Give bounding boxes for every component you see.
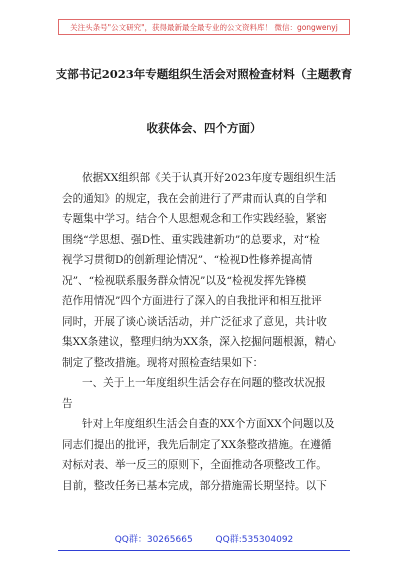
body-line: 同志们提出的批评，我先后制定了XX条整改措施。在遵循 xyxy=(62,438,332,451)
section-heading-cont: 告 xyxy=(62,397,73,410)
body-line: 依据XX组织部《关于认真开好2023年度专题组织生活 xyxy=(82,172,336,184)
body-line: 专题集中学习。结合个人思想观念和工作实践经验，紧密 xyxy=(62,213,327,225)
document-title-line-1: 支部书记2023年专题组织生活会对照检查材料（主题教育 xyxy=(55,67,353,81)
body-line: 对标对表、举一反三的原则下，全面推动各项整改工作。 xyxy=(62,459,327,471)
body-line: 同时，开展了谈心谈话活动，并广泛征求了意见，共计收 xyxy=(62,315,327,328)
document-body xyxy=(62,168,352,496)
footer-rule xyxy=(58,550,350,551)
header-banner: 关注头条号"公文研究"，获得最新最全最专业的公文资料库！ 微信：gongwenyj xyxy=(58,19,350,35)
body-line: 集XX条建议，整理归纳为XX条，深入挖掘问题根源，精心 xyxy=(62,336,336,348)
body-line: 制定了整改措施。现将对照检查结果如下： xyxy=(62,356,264,369)
body-line: 目前，整改任务已基本完成，部分措施需长期坚持。以下 xyxy=(62,479,327,492)
body-line: 针对上年度组织生活会自查的XX个方面XX个问题以及 xyxy=(82,418,335,430)
body-line: 会的通知》的规定，我在会前进行了严肃而认真的自学和 xyxy=(62,192,327,205)
body-line: 况”、“检视联系服务群众情况”以及“检视发挥先锋模 xyxy=(62,274,307,287)
footer-qq-1: QQ群：30265665 xyxy=(114,535,193,545)
section-heading: 一、关于上一年度组织生活会存在问题的整改状况报 xyxy=(82,377,326,389)
document-title-line-2: 收获体会、四个方面） xyxy=(146,121,262,135)
body-line: 视学习贯彻D的创新理论情况”、“检视D性修养提高情 xyxy=(62,254,313,266)
body-line: 范作用情况”四个方面进行了深入的自我批评和相互批评 xyxy=(62,295,322,307)
footer-qq-2: QQ群:535304092 xyxy=(215,535,294,545)
body-line: 围绕“学思想、强D性、重实践建新功”的总要求，对“检 xyxy=(62,233,320,246)
footer-contact xyxy=(0,532,408,545)
